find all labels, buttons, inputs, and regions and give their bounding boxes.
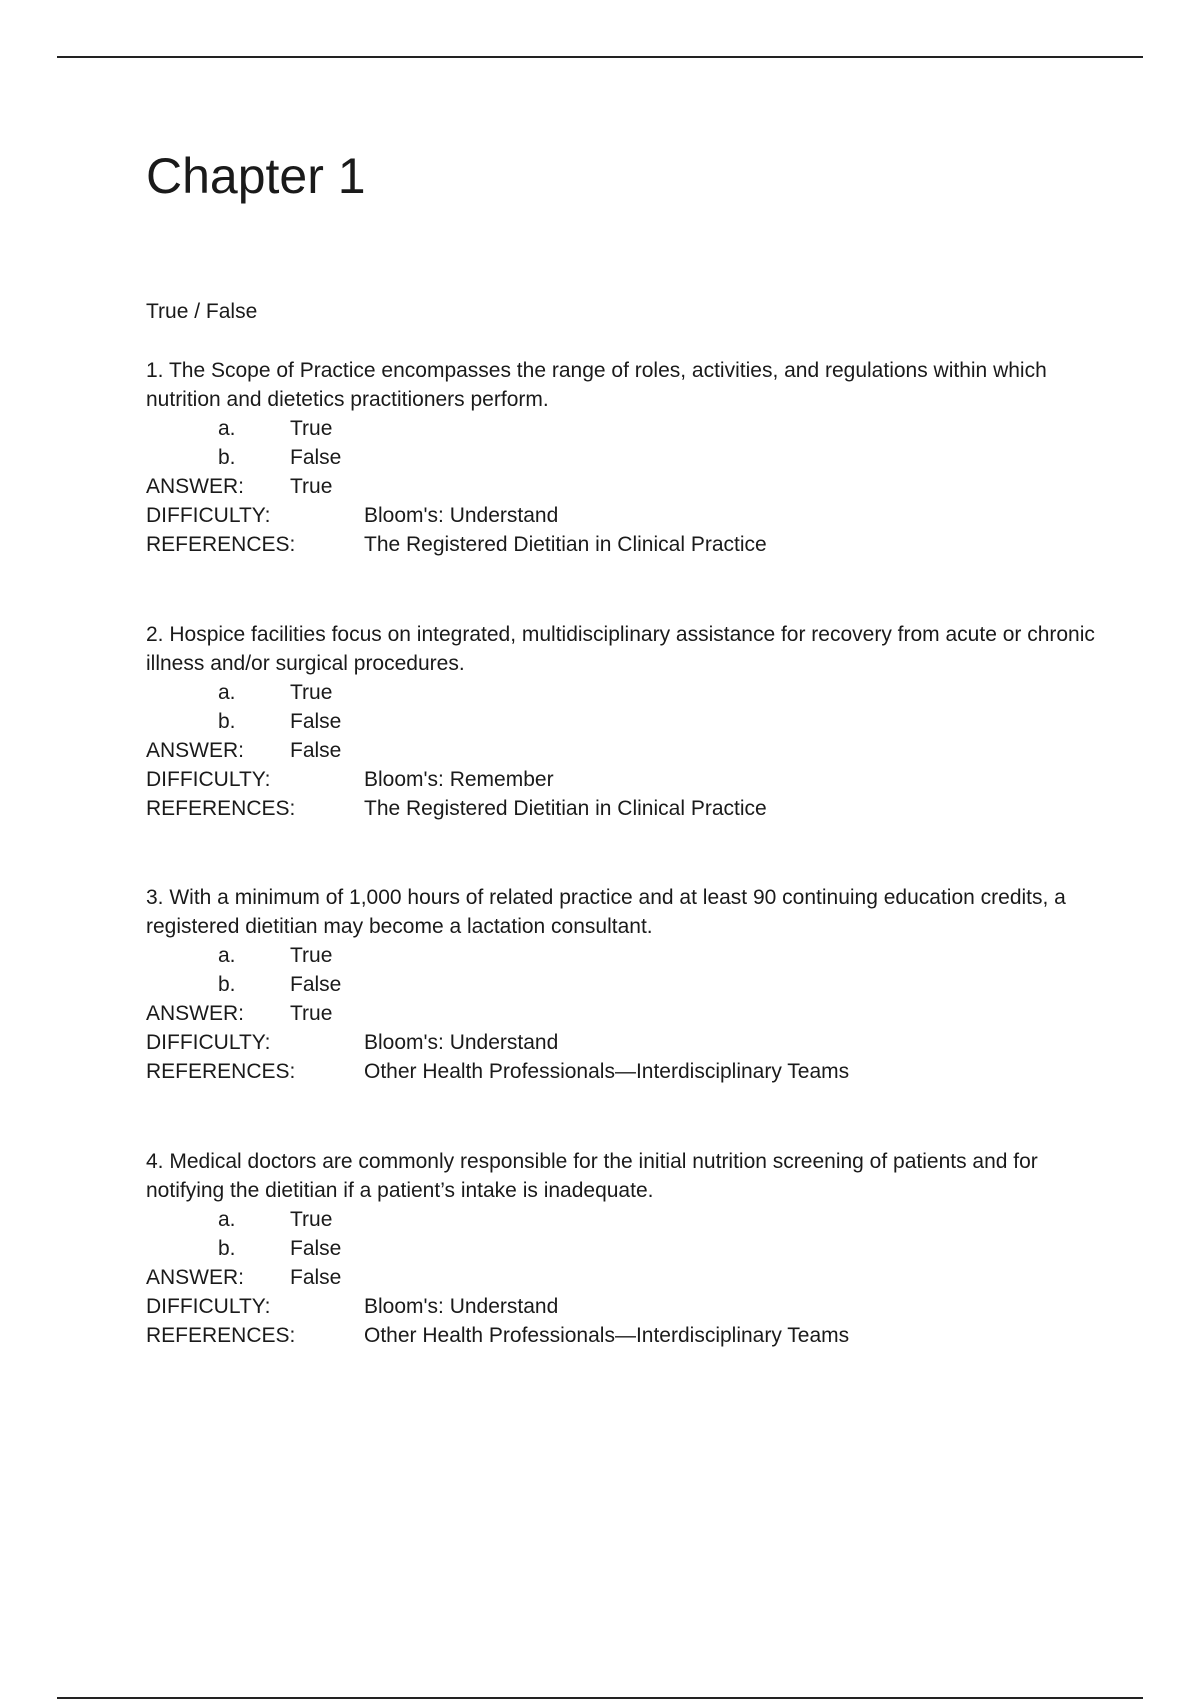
option-row: [146, 443, 1106, 472]
option-text: True: [290, 681, 333, 704]
question-3: [146, 883, 1106, 1086]
answer-label: ANSWER:: [146, 739, 245, 762]
section-label: True / False: [146, 300, 258, 323]
question-2: [146, 620, 1106, 823]
option-row: [146, 970, 1106, 999]
option-letter: a.: [218, 944, 236, 967]
question-1: [146, 356, 1106, 559]
answer-row: [146, 736, 1106, 765]
references-row: [146, 1321, 1106, 1350]
option-row: [146, 414, 1106, 443]
difficulty-row: [146, 1292, 1106, 1321]
answer-label: ANSWER:: [146, 475, 245, 498]
references-value: Other Health Professionals—Interdisciplinary Teams: [364, 1060, 850, 1083]
difficulty-value: Bloom's: Remember: [364, 768, 554, 791]
difficulty-row: [146, 501, 1106, 530]
option-text: False: [290, 973, 342, 996]
answer-label: ANSWER:: [146, 1266, 245, 1289]
bottom-rule: [57, 1697, 1143, 1699]
references-row: [146, 530, 1106, 559]
answer-row: [146, 472, 1106, 501]
answer-value: False: [290, 739, 342, 762]
difficulty-value: Bloom's: Understand: [364, 504, 559, 527]
references-label: REFERENCES:: [146, 797, 296, 820]
difficulty-label: DIFFICULTY:: [146, 504, 271, 527]
references-label: REFERENCES:: [146, 1060, 296, 1083]
option-letter: b.: [218, 710, 236, 733]
option-text: True: [290, 1208, 333, 1231]
option-text: False: [290, 1237, 342, 1260]
answer-value: True: [290, 1002, 333, 1025]
answer-label: ANSWER:: [146, 1002, 245, 1025]
answer-value: True: [290, 475, 333, 498]
question-stem: 1. The Scope of Practice encompasses the range of roles, activities, and regulations within which nutrition and dietetics practitioners perform.: [146, 359, 1047, 411]
option-row: [146, 678, 1106, 707]
question-stem: 4. Medical doctors are commonly responsible for the initial nutrition screening of patients and for notifying the dietitian if a patient’s intake is inadequate.: [146, 1150, 1038, 1202]
difficulty-row: [146, 765, 1106, 794]
difficulty-label: DIFFICULTY:: [146, 768, 271, 791]
option-letter: a.: [218, 417, 236, 440]
references-label: REFERENCES:: [146, 1324, 296, 1347]
difficulty-value: Bloom's: Understand: [364, 1031, 559, 1054]
top-rule: [57, 56, 1143, 58]
references-label: REFERENCES:: [146, 533, 296, 556]
difficulty-label: DIFFICULTY:: [146, 1031, 271, 1054]
option-letter: b.: [218, 973, 236, 996]
option-row: [146, 941, 1106, 970]
option-text: False: [290, 710, 342, 733]
question-stem: 3. With a minimum of 1,000 hours of related practice and at least 90 continuing education credits, a registered dietitian may become a lactation consultant.: [146, 886, 1066, 938]
answer-row: [146, 1263, 1106, 1292]
references-value: Other Health Professionals—Interdisciplinary Teams: [364, 1324, 850, 1347]
option-letter: b.: [218, 1237, 236, 1260]
option-row: [146, 1234, 1106, 1263]
option-text: False: [290, 446, 342, 469]
option-row: [146, 707, 1106, 736]
chapter-title: Chapter 1: [146, 148, 366, 204]
references-value: The Registered Dietitian in Clinical Practice: [364, 533, 767, 556]
question-4: [146, 1147, 1106, 1350]
question-stem: 2. Hospice facilities focus on integrated, multidisciplinary assistance for recovery from acute or chronic illness and/or surgical procedures.: [146, 623, 1095, 675]
references-row: [146, 794, 1106, 823]
option-letter: b.: [218, 446, 236, 469]
references-row: [146, 1057, 1106, 1086]
option-letter: a.: [218, 1208, 236, 1231]
difficulty-value: Bloom's: Understand: [364, 1295, 559, 1318]
references-value: The Registered Dietitian in Clinical Practice: [364, 797, 767, 820]
difficulty-label: DIFFICULTY:: [146, 1295, 271, 1318]
difficulty-row: [146, 1028, 1106, 1057]
option-row: [146, 1205, 1106, 1234]
option-letter: a.: [218, 681, 236, 704]
answer-value: False: [290, 1266, 342, 1289]
answer-row: [146, 999, 1106, 1028]
option-text: True: [290, 417, 333, 440]
option-text: True: [290, 944, 333, 967]
